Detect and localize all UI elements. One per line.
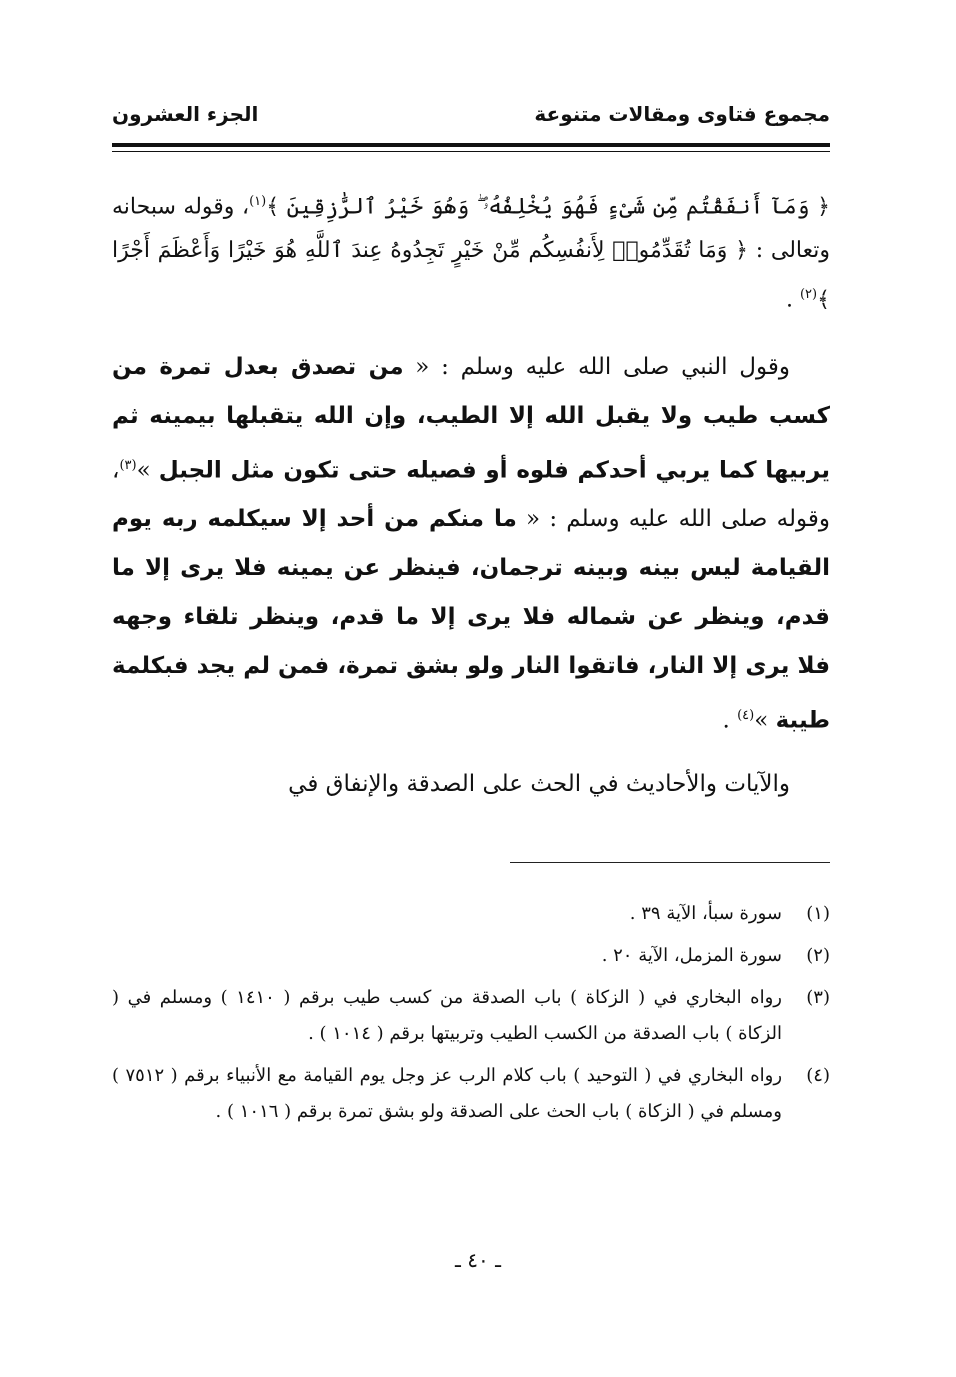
footnote-item	[112, 980, 830, 1052]
footnote-separator	[510, 862, 830, 863]
footnote-ref-1: (١)	[249, 194, 267, 209]
quote-close-2: »	[754, 707, 776, 734]
closing-paragraph	[112, 760, 830, 809]
footnotes	[112, 896, 830, 1136]
footnote-ref-4: (٤)	[737, 708, 755, 724]
footnote-ref-2: (٢)	[799, 287, 818, 303]
footnote-number: (٢)	[806, 945, 830, 966]
header-rule-thick	[112, 143, 830, 147]
footnote-number: (٣)	[806, 987, 830, 1008]
hadith-text-1: من تصدق بعدل تمرة من كسب طيب ولا يقبل الله إلا الطيب، وإن الله يتقبلها بيمينه ثم يربيها كما يربي أحدكم فلوه أو فصيله حتى تكون مثل الجبل	[112, 353, 830, 484]
footnote-item	[112, 896, 830, 932]
book-title: مجموع فتاوى ومقالات متنوعة	[534, 102, 830, 126]
hadith-intro: وقول النبي صلى الله عليه وسلم : «	[403, 353, 790, 380]
hadith-paragraph	[112, 343, 830, 746]
footnote-number: (٤)	[806, 1065, 830, 1086]
footnote-item	[112, 938, 830, 974]
connector-text: ، وقوله سبحانه وتعالى :	[112, 194, 830, 264]
quran-verse-2: ﴿ وَمَا تُقَدِّمُوا۟ لِأَنفُسِكُم مِّنْ خَيْرٍ تَجِدُوهُ عِندَ ٱللَّهِ هُوَ خَيْرًا وَأَعْظَمَ أَجْرًا ﴾	[112, 238, 830, 313]
hadith-text-2: ما منكم من أحد إلا سيكلمه ربه يوم القيامة ليس بينه وبينه ترجمان، فينظر عن يمينه فلا يرى إلا ما قدم، وينظر عن شماله فلا يرى إلا ما قدم، وينظر تلقاء وجهه فلا يرى إلا النار، فاتقوا النار ولو بشق تمرة، فمن لم يجد فبكلمة طيبة	[112, 506, 830, 734]
main-text	[112, 180, 830, 809]
footnote-ref-3: (٣)	[119, 457, 137, 473]
quote-close-1: »	[136, 457, 159, 484]
footnote-item	[112, 1058, 830, 1130]
quran-paragraph	[112, 180, 830, 323]
footnote-text: سورة المزمل، الآية ٢٠ .	[601, 945, 782, 966]
volume-label: الجزء العشرون	[112, 102, 259, 126]
hadith-2-intro: ، وقوله صلى الله عليه وسلم : «	[112, 457, 830, 533]
running-header	[112, 96, 830, 136]
closing-line: والآيات والأحاديث في الحث على الصدقة والإنفاق في	[288, 770, 790, 797]
sentence-end: .	[785, 287, 800, 313]
footnote-text: سورة سبأ، الآية ٣٩ .	[629, 903, 782, 924]
sentence-end-2: .	[722, 707, 738, 734]
footnote-number: (١)	[806, 903, 830, 924]
footnote-text: رواه البخاري في ( الزكاة ) باب الصدقة من كسب طيب برقم ( ١٤١٠ ) ومسلم في ( الزكاة ) باب الصدقة من الكسب الطيب وتربيتها برقم ( ١٠١٤ ) .	[112, 987, 782, 1044]
header-rule-thin	[112, 151, 830, 152]
footnote-text: رواه البخاري في ( التوحيد ) باب كلام الرب عز وجل يوم القيامة مع الأنبياء برقم ( ٧٥١٢ ) ومسلم في ( الزكاة ) باب الحث على الصدقة ولو بشق تمرة برقم ( ١٠١٦ ) .	[112, 1065, 783, 1122]
quran-verse-1: ﴿ وَمَآ أَنفَقْتُم مِّن شَىْءٍ فَهُوَ يُخْلِفُهُۥ ۖ وَهُوَ خَيْرُ ٱلرَّٰزِقِينَ ﴾	[266, 194, 830, 220]
page-number: ـ ٤٠ ـ	[455, 1248, 501, 1272]
